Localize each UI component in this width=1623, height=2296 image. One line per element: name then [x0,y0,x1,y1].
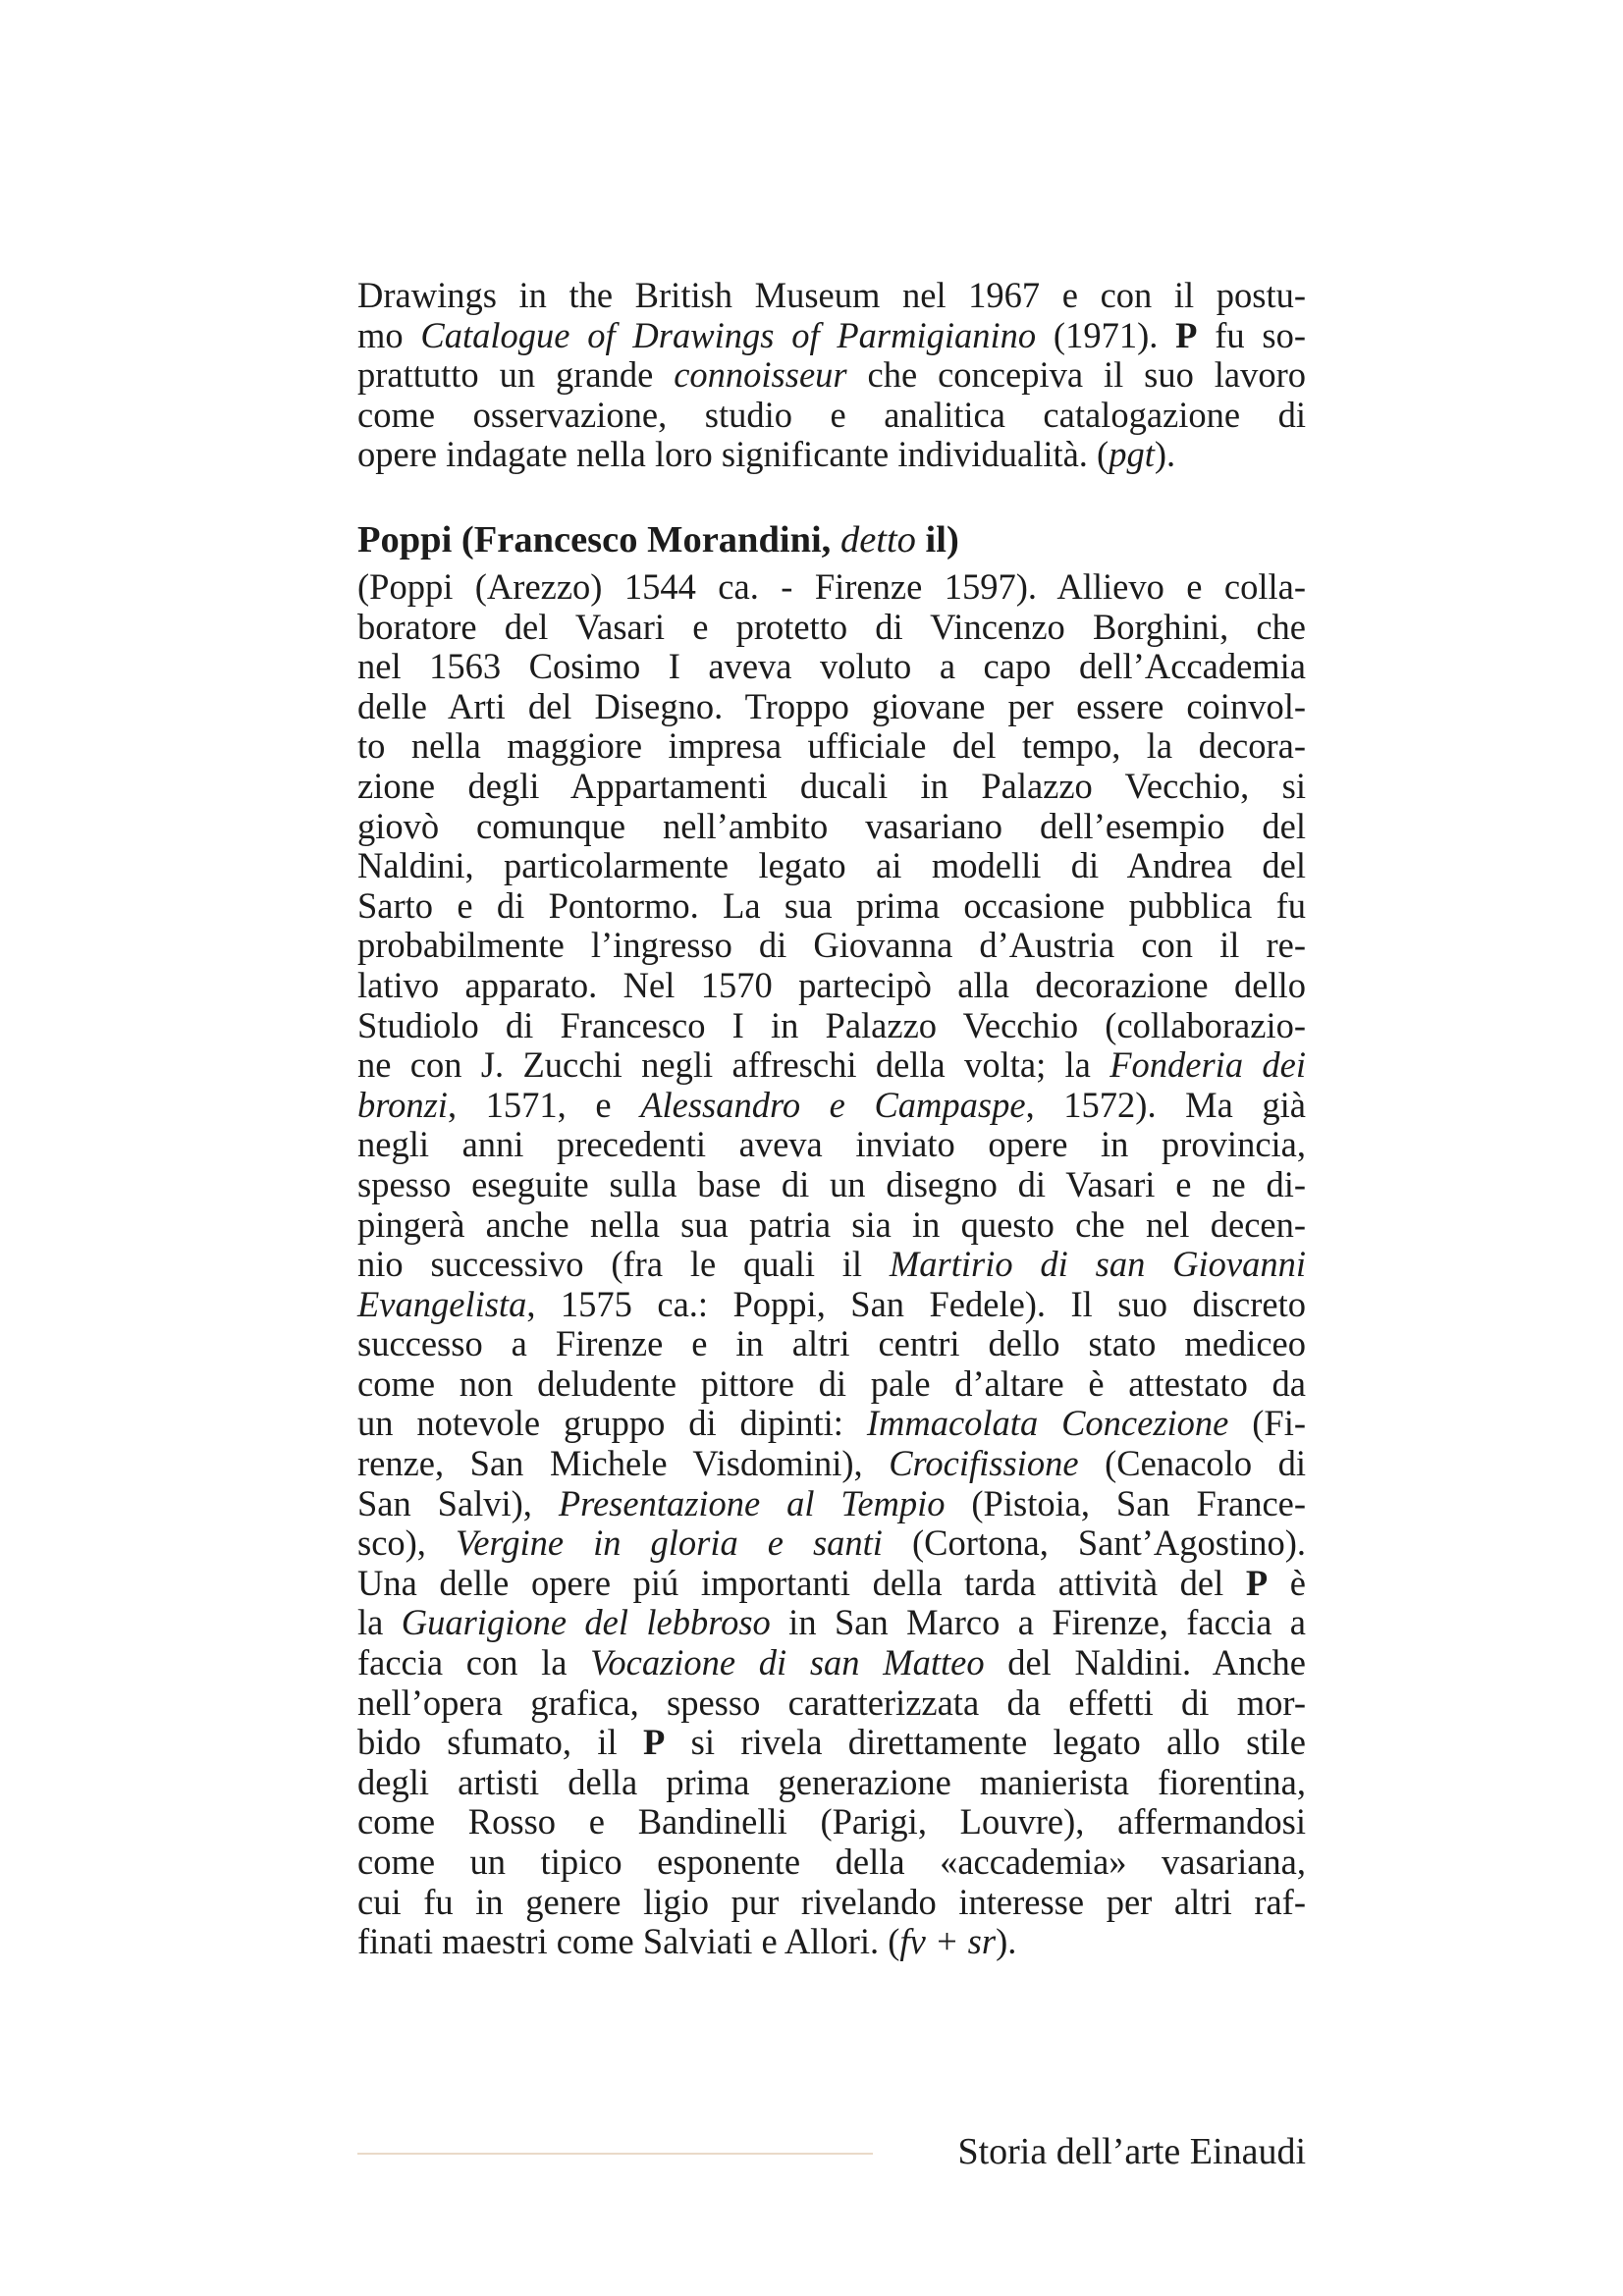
entry-heading-end: il) [915,519,959,561]
text-run: zione degli Appartamenti ducali in Palazzo Vecchio, si [357,765,1306,806]
text-line [357,1523,1306,1564]
text-line [357,966,1306,1006]
text-run: probabilmente l’ingresso di Giovanna d’Austria con il re- [357,925,1306,966]
text-run: finati maestri come Salviati e Allori. ( [357,1921,900,1962]
text-run: to nella maggiore impresa ufficiale del tempo, la decora- [357,725,1306,767]
text-line [357,608,1306,648]
italic-run: Crocifissione [889,1443,1079,1484]
text-line [357,276,1306,316]
text-run: San Salvi), [357,1482,559,1523]
text-run: (Cenacolo di [1078,1443,1306,1484]
text-line [357,1045,1306,1086]
text-line [357,1404,1306,1444]
text-line [357,1484,1306,1524]
text-line [357,1006,1306,1046]
text-run: sco), [357,1522,456,1564]
text-run: , 1571, e [447,1084,641,1125]
text-run: , 1572). Ma già [1025,1084,1306,1125]
text-line [357,1444,1306,1484]
text-run: un notevole gruppo di dipinti: [357,1403,867,1444]
text-line [357,1285,1306,1325]
text-run: , 1575 ca.: Poppi, San Fedele). Il suo discreto [526,1283,1306,1324]
text-run: la [357,1602,402,1643]
text-line [357,1324,1306,1364]
text-line [357,1802,1306,1842]
text-run: del Naldini. Anche [984,1642,1306,1683]
text-line [357,1603,1306,1643]
text-line [357,435,1306,475]
text-run: spesso eseguite sulla base di un disegno di Vasari e ne di- [357,1163,1306,1204]
italic-run: fv + sr [899,1921,997,1962]
text-run: nel 1563 Cosimo I aveva voluto a capo dell’Accademia [357,646,1306,687]
bold-run: P [1245,1562,1269,1603]
text-run: si rivela direttamente legato allo stile [665,1722,1306,1763]
text-line [357,846,1306,886]
bold-run: P [642,1722,666,1763]
text-line [357,1245,1306,1285]
text-line [357,807,1306,847]
text-line [357,1564,1306,1604]
text-run: negli anni precedenti aveva inviato opere in provincia, [357,1124,1306,1165]
text-line [357,1842,1306,1883]
entry-heading [357,518,959,561]
previous-entry-conclusion [357,276,1306,475]
text-line [357,1683,1306,1724]
text-run: (Fi- [1228,1403,1307,1444]
text-line [357,1205,1306,1246]
text-run: delle Arti del Disegno. Troppo giovane per essere coinvol- [357,685,1306,726]
text-run: bido sfumato, il [357,1722,643,1763]
text-line [357,647,1306,687]
italic-run: Alessandro e Campaspe [640,1084,1026,1125]
text-line [357,1723,1306,1763]
text-run: che concepiva il suo lavoro [846,354,1307,396]
text-line [357,1125,1306,1165]
text-run: (Cortona, Sant’Agostino). [882,1522,1306,1564]
text-line [357,567,1306,608]
italic-run: Evangelista [357,1283,527,1324]
text-run: come non deludente pittore di pale d’altare è attestato da [357,1362,1306,1404]
text-run: successo a Firenze e in altri centri dello stato mediceo [357,1323,1306,1364]
text-run: mo [357,314,421,355]
text-run: (1971). [1036,314,1176,355]
italic-run: Fonderia dei [1109,1044,1307,1086]
text-run: cui fu in genere ligio pur rivelando interesse per altri raf- [357,1881,1306,1922]
footer-divider [357,2153,873,2155]
text-run: (Poppi (Arezzo) 1544 ca. - Firenze 1597). Allievo e colla- [357,566,1306,607]
text-run: degli artisti della prima generazione manierista fiorentina, [357,1761,1306,1802]
text-line [357,726,1306,767]
text-run: lativo apparato. Nel 1570 partecipò alla decorazione dello [357,964,1306,1005]
text-run: ). [996,1921,1017,1962]
text-run: come osservazione, studio e analitica catalogazione di [357,394,1306,435]
text-run: ne con J. Zucchi negli affreschi della volta; la [357,1044,1110,1086]
text-run: in San Marco a Firenze, faccia a [770,1602,1306,1643]
italic-run: Immacolata Concezione [866,1403,1229,1444]
italic-run: pgt [1109,434,1155,475]
text-line [357,926,1306,966]
text-run: giovò comunque nell’ambito vasariano dell’esempio del [357,805,1306,846]
text-line [357,1165,1306,1205]
text-run: Una delle opere piú importanti della tarda attività del [357,1562,1246,1603]
italic-run: Vocazione di san Matteo [590,1642,985,1683]
text-line [357,316,1306,356]
bold-run: P [1175,314,1198,355]
entry-heading-detto: detto [839,519,916,561]
italic-run: Guarigione del lebbroso [401,1602,771,1643]
text-run: nell’opera grafica, spesso caratterizzata da effetti di mor- [357,1682,1306,1723]
text-run: nio successivo (fra le quali il [357,1244,890,1285]
text-line [357,767,1306,807]
text-line [357,396,1306,436]
italic-run: connoisseur [674,354,847,396]
text-run: Studiolo di Francesco I in Palazzo Vecchio (collaborazio- [357,1004,1306,1045]
italic-run: Vergine in gloria e santi [455,1522,883,1564]
italic-run: Presentazione al Tempio [558,1482,946,1523]
text-line [357,355,1306,396]
text-run: Naldini, particolarmente legato ai modelli di Andrea del [357,845,1306,886]
italic-run: Catalogue of Drawings of Parmigianino [420,314,1037,355]
text-run: boratore del Vasari e protetto di Vincenzo Borghini, che [357,606,1306,647]
entry-heading-name: Poppi (Francesco Morandini, [357,519,840,561]
text-run: faccia con la [357,1642,591,1683]
text-line [357,886,1306,927]
text-run: come un tipico esponente della «accademia» vasariana, [357,1842,1306,1882]
text-run: (Pistoia, San France- [945,1482,1307,1523]
text-run: come Rosso e Bandinelli (Parigi, Louvre), affermandosi [357,1801,1306,1842]
text-run: renze, San Michele Visdomini), [357,1443,890,1484]
text-run: fu so- [1197,314,1306,355]
text-run: prattutto un grande [357,354,675,396]
text-line [357,687,1306,727]
text-line [357,1364,1306,1405]
footer-title: Storia dell’arte Einaudi [957,2131,1306,2172]
text-line [357,1763,1306,1803]
text-run: Sarto e di Pontormo. La sua prima occasione pubblica fu [357,884,1306,926]
text-run: opere indagate nella loro significante individualità. ( [357,434,1109,475]
text-line [357,1643,1306,1683]
italic-run: bronzi [357,1084,448,1125]
entry-body [357,567,1306,1962]
text-run: ). [1154,434,1176,475]
text-run: Drawings in the British Museum nel 1967 e con il postu- [357,275,1306,315]
text-line [357,1883,1306,1923]
text-line [357,1086,1306,1126]
text-run: è [1268,1562,1307,1603]
text-line [357,1922,1306,1962]
text-run: pingerà anche nella sua patria sia in questo che nel decen- [357,1203,1306,1245]
italic-run: Martirio di san Giovanni [889,1244,1306,1285]
